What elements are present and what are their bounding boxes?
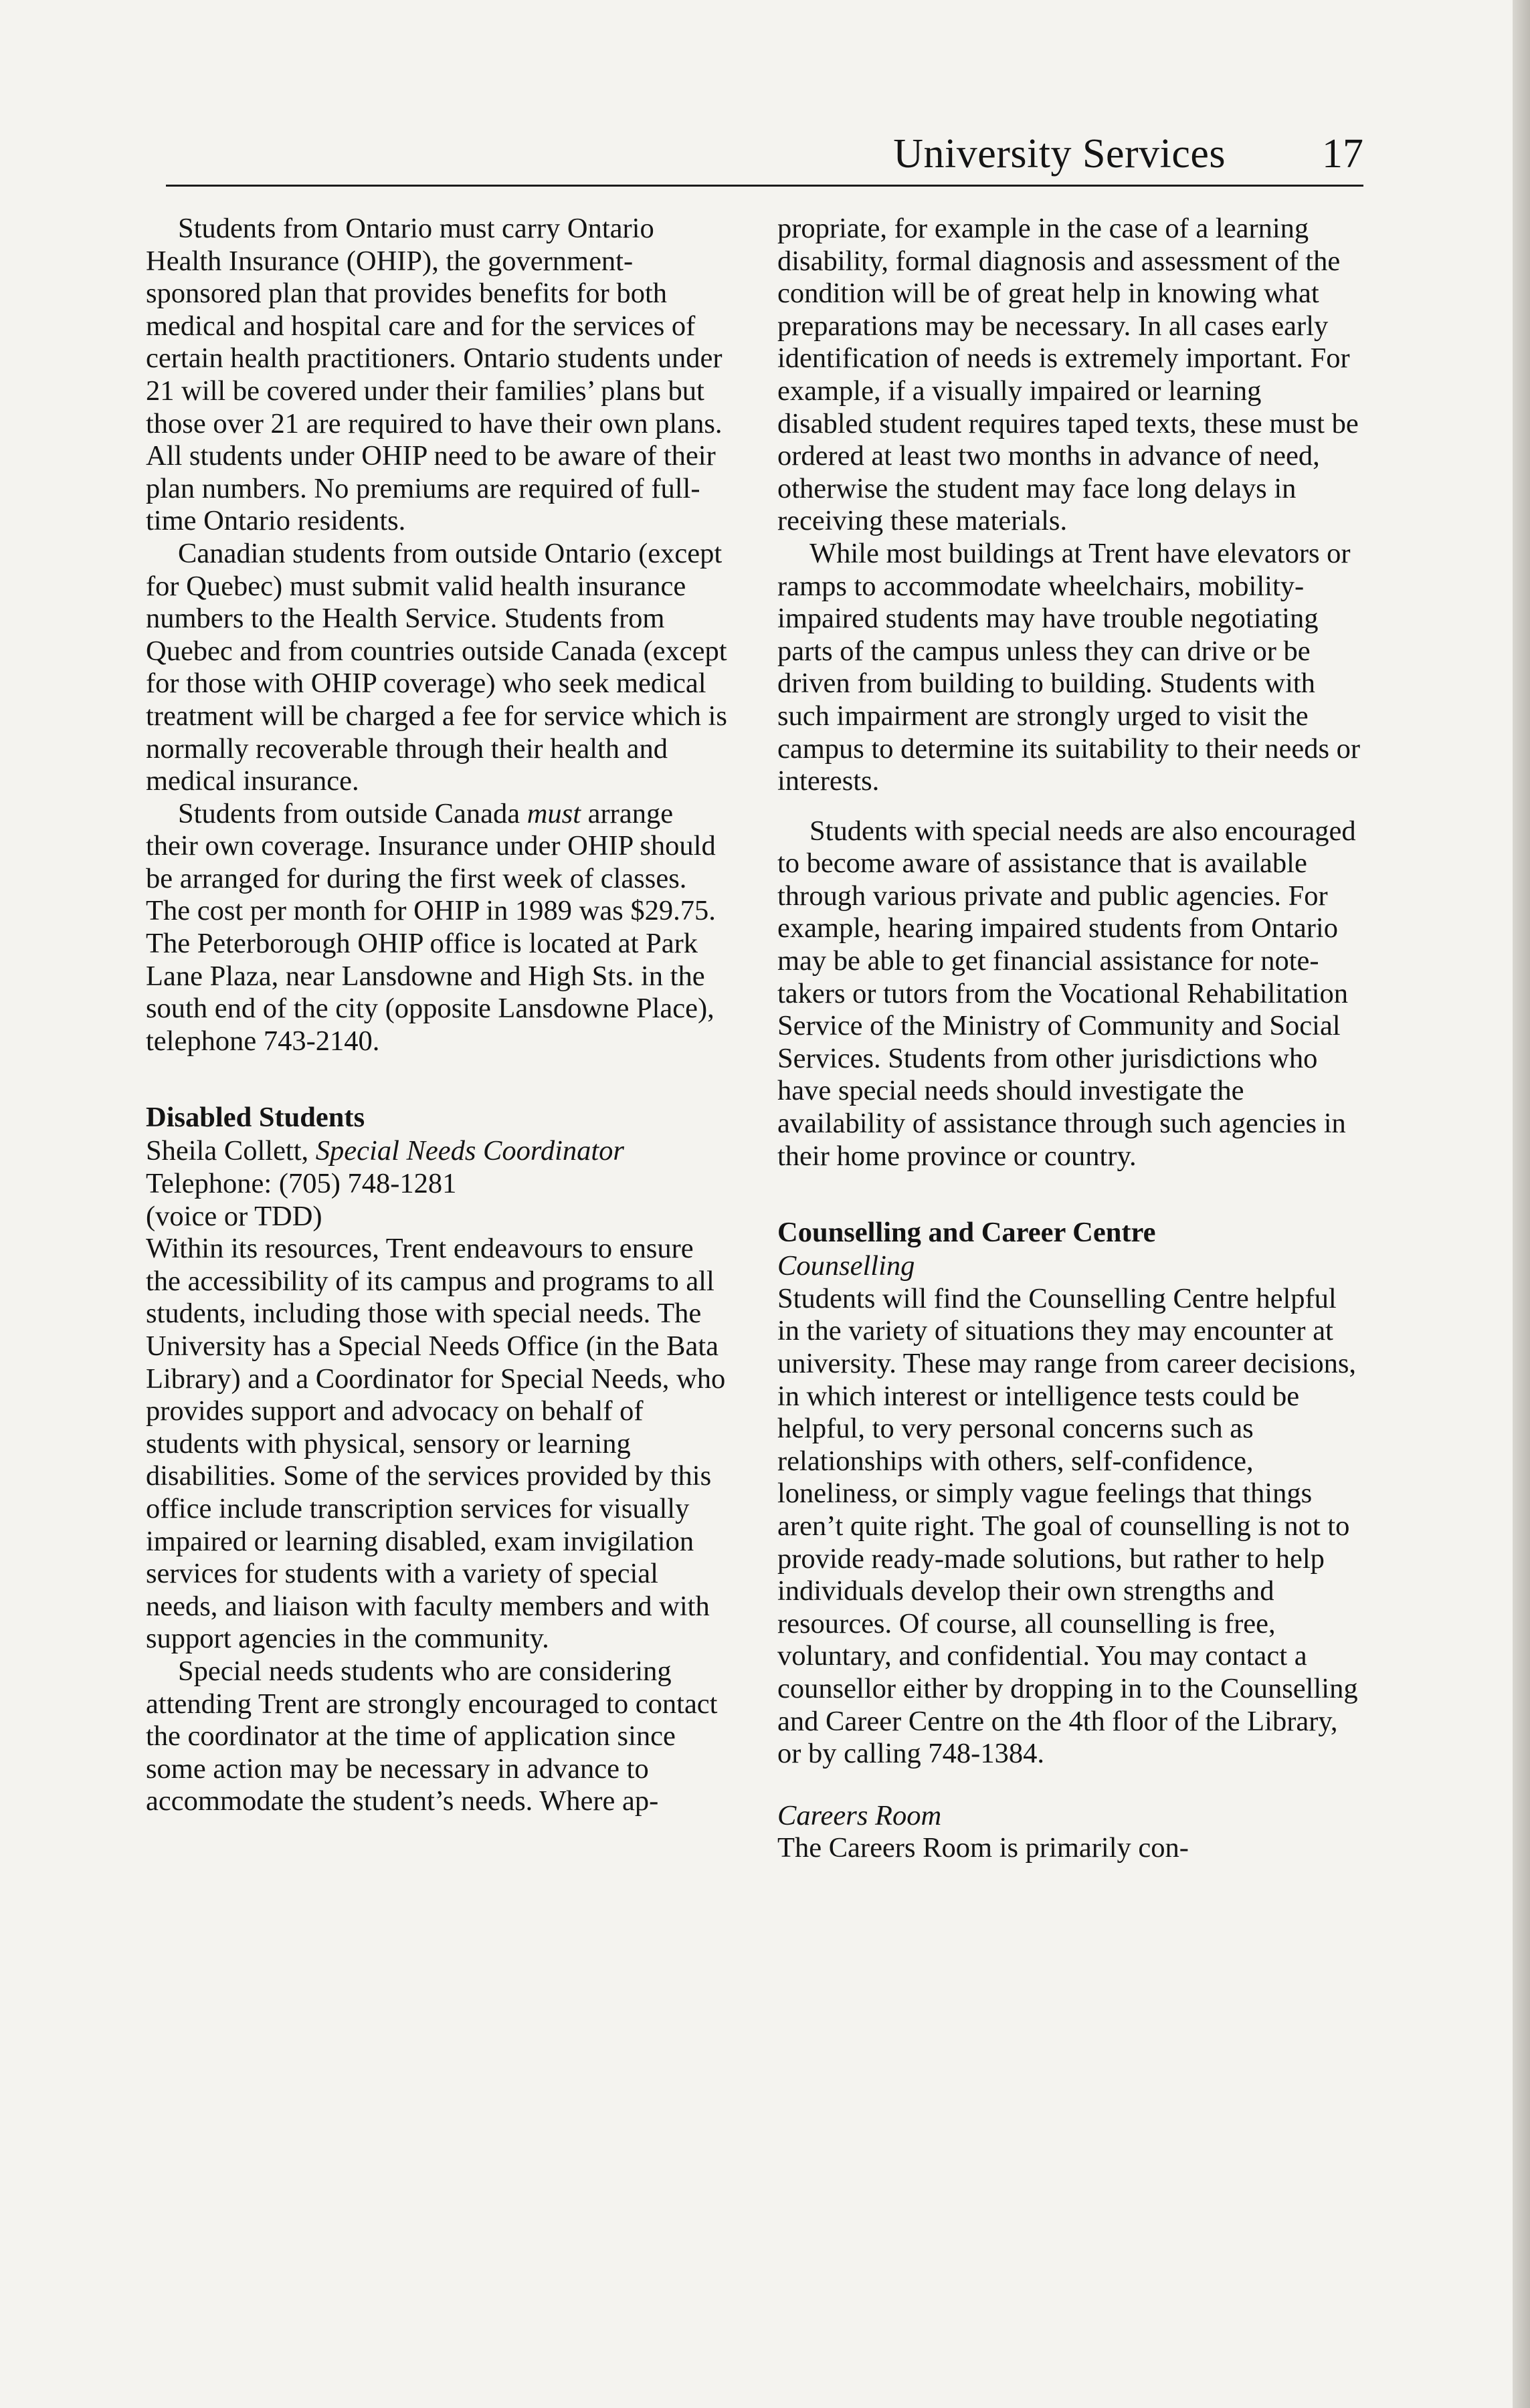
contact-note: (voice or TDD): [146, 1200, 322, 1232]
agencies-paragraph: Students with special needs are also encouraged to become aware of assistance that is available through various private and public agencies. For example, hearing impaired students from Ontario may be able to get financial assistance for note-takers or tutors from the Vocational Rehabilitation Service of the Ministry of Community and Social Services. Students from other jurisdictions who have special needs should investigate the availability of assistance through such agencies in their home province or country.: [777, 815, 1356, 1172]
contact-line: [146, 1135, 729, 1168]
counselling-paragraph: Students will find the Counselling Centre helpful in the variety of situations they may encounter at university. These may range from career decisions, in which interest or intelligence tests could be helpful, to very personal concerns such as relationships with others, self-confidence, loneliness, or simply vague feelings that things aren’t quite right. The goal of counselling is not to provide ready-made solutions, but rather to help individuals develop their own strengths and resources. Of course, all counselling is free, voluntary, and confidential. You may contact a counsellor either by dropping in to the Counselling and Career Centre on the 4th floor of the Library, or by calling 748-1384.: [777, 1282, 1358, 1770]
careers-room-paragraph: The Careers Room is primarily con-: [777, 1832, 1189, 1864]
outside-canada-paragraph: Students from outside Canada must arrange their own coverage. Insurance under OHIP should be arranged for during the first week of classes. The cost per month for OHIP in 1989 was $29.75. The Peterborough OHIP office is located at Park Lane Plaza, near Lansdowne and High Sts. in the south end of the city (opposite Lansdowne Place), telephone 743-2140.: [146, 797, 716, 1057]
page-edge: [1513, 0, 1530, 2408]
running-head: [166, 111, 1363, 187]
counselling-subheading: Counselling: [777, 1250, 915, 1282]
counselling-heading: Counselling and Career Centre: [777, 1217, 1156, 1249]
careers-room-subheading: Careers Room: [777, 1799, 942, 1831]
continued-paragraph: propriate, for example in the case of a learning disability, formal diagnosis and assessment of the condition will be of great help in knowing what preparations may be necessary. In all cases early identification of needs is extremely important. For example, if a visually impaired or learning disabled student requires taped texts, these must be ordered at least two months in advance of need, otherwise the student may face long delays in receiving these materials.: [777, 213, 1359, 537]
contact-phone: Telephone: (705) 748-1281: [146, 1168, 457, 1200]
ohip-paragraph: Students from Ontario must carry Ontario Health Insurance (OHIP), the government-sponsored plan that provides benefits for both medical and hospital care and for the services of certain health practitioners. Ontario students under 21 will be covered under their families’ plans but those over 21 are required to have their own plans. All students under OHIP need to be aware of their plan numbers. No premiums are required of full-time Ontario residents.: [146, 213, 723, 537]
buildings-paragraph: While most buildings at Trent have elevators or ramps to accommodate wheelchairs, mobility-impaired students may have trouble negotiating parts of the campus unless they can drive or be driven from building to building. Students with such impairment are strongly urged to visit the campus to determine its suitability to their needs or interests.: [777, 537, 1361, 797]
special-needs-paragraph: Special needs students who are considering attending Trent are strongly encouraged to contact the coordinator at the time of application since some action may be necessary in advance to accommodate the student’s needs. Where ap-: [146, 1655, 718, 1817]
emphasis-must: must: [527, 797, 581, 829]
contact-role: Special Needs Coordinator: [315, 1135, 624, 1167]
left-column: [146, 213, 729, 1818]
section-title: University Services: [893, 131, 1226, 177]
accessibility-paragraph: Within its resources, Trent endeavours to ensure the accessibility of its campus and programs to all students, including those with special needs. The University has a Special Needs Office (in the Bata Library) and a Coordinator for Special Needs, who provides support and advocacy on behalf of students with physical, sensory or learning disabilities. Some of the services provided by this office include transcription services for visually impaired or learning disabled, exam invigilation services for students with a variety of special needs, and liaison with faculty members and with support agencies in the community.: [146, 1233, 726, 1655]
contact-name: Sheila Collett,: [146, 1135, 316, 1167]
disabled-students-heading: Disabled Students: [146, 1102, 365, 1134]
canadian-students-paragraph: Canadian students from outside Ontario (except for Quebec) must submit valid health insurance numbers to the Health Service. Students from Quebec and from countries outside Canada (except for those with OHIP coverage) who seek medical treatment will be charged a fee for service which is normally recoverable through their health and medical insurance.: [146, 537, 727, 797]
right-column: [777, 213, 1361, 1865]
page-number: 17: [1322, 131, 1363, 177]
